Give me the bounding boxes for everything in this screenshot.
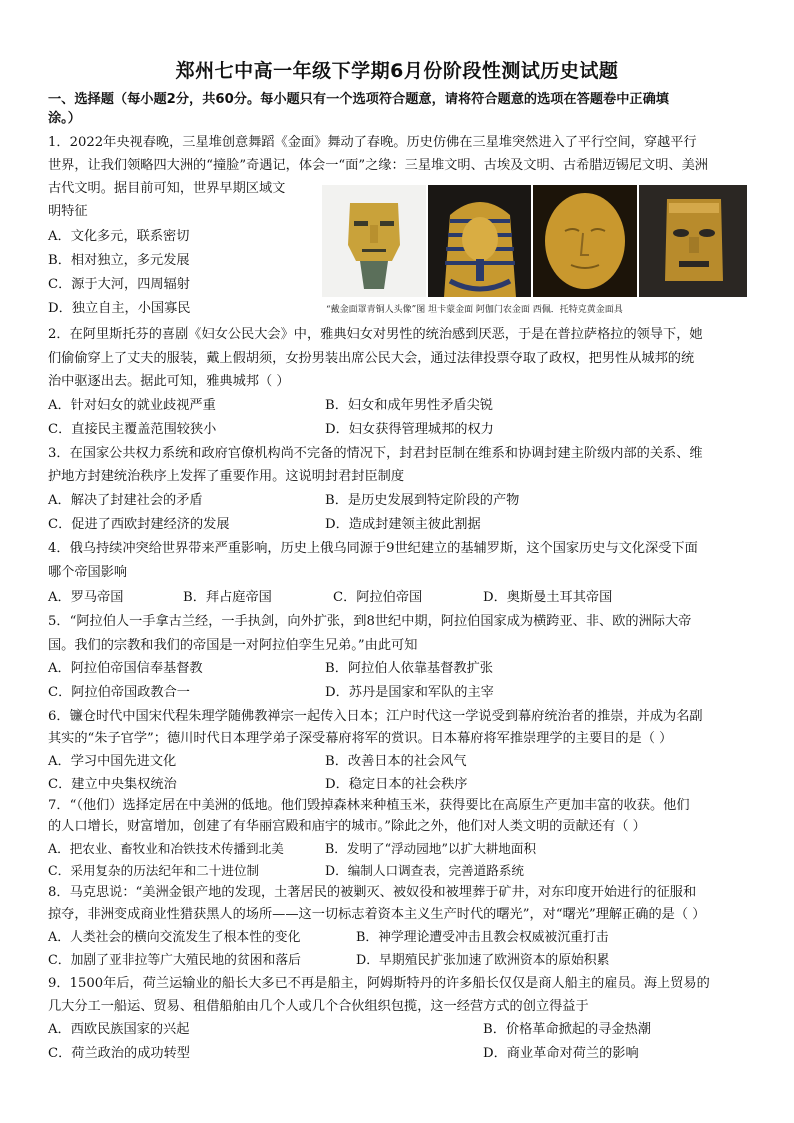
section-heading: 一、选择题（每小题2分，共60分。每小题只有一个选项符合题意，请将符合题意的选项在答题卷中正确填 bbox=[48, 92, 669, 107]
xipe-totec-gold-mask-image bbox=[639, 185, 747, 297]
q1-stem-line: 世界，让我们领略四大洲的“撞脸”奇遇记，体会一“面”之缘：三星堆文明、古埃及文明、古希腊迈锡尼文明、美洲 bbox=[48, 158, 708, 173]
figure-caption: “戴金面罩青铜人头像”图 坦卡蒙金面 阿伽门农金面 西佩．托特克黄金面具 bbox=[326, 305, 623, 315]
q8-stem-line: 掠夺，非洲变成商业性猎获黑人的场所——这一切标志着资本主义生产时代的曙光”，对“曙光”理解正确的是（ ） bbox=[48, 907, 706, 922]
q8-stem-line: 8．马克思说：“美洲金银产地的发现，土著居民的被剿灭、被奴役和被埋葬于矿井，对东印度开始进行的征服和 bbox=[48, 885, 697, 900]
q9-option-a: A．西欧民族国家的兴起 bbox=[48, 1022, 190, 1037]
q9-option-b: B．价格革命掀起的寻金热潮 bbox=[483, 1022, 651, 1037]
q2-stem-line: 治中驱逐出去。据此可知，雅典城邦（ ） bbox=[48, 374, 290, 389]
q3-option-d: D．造成封建领主彼此割据 bbox=[325, 517, 481, 532]
q4-option-c: C．阿拉伯帝国 bbox=[333, 590, 423, 605]
q5-stem-line: 5．“阿拉伯人一手拿古兰经，一手执剑，向外扩张，到8世纪中期，阿拉伯国家成为横跨亚、非、欧的洲际大帝 bbox=[48, 614, 692, 629]
q1-option-c: C．源于大河，四周辐射 bbox=[48, 277, 190, 292]
q4-option-d: D．奥斯曼土耳其帝国 bbox=[483, 590, 613, 605]
q1-option-d: D．独立自主，小国寡民 bbox=[48, 301, 191, 316]
tutankhamun-gold-mask-image bbox=[428, 185, 532, 297]
q5-option-c: C．阿拉伯帝国政教合一 bbox=[48, 685, 190, 700]
q5-option-b: B．阿拉伯人依靠基督教扩张 bbox=[325, 661, 493, 676]
q6-option-b: B．改善日本的社会风气 bbox=[325, 754, 467, 769]
q8-option-b: B．神学理论遭受冲击且教会权威被沉重打击 bbox=[356, 930, 609, 945]
agamemnon-gold-mask-image bbox=[533, 185, 637, 297]
q1-option-a: A．文化多元，联系密切 bbox=[48, 229, 190, 244]
q7-option-c: C．采用复杂的历法纪年和二十进位制 bbox=[48, 863, 260, 878]
q6-stem-line: 6．镰仓时代中国宋代程朱理学随佛教禅宗一起传入日本；江户时代这一学说受到幕府统治者的推崇，并成为名副 bbox=[48, 709, 703, 724]
q2-stem-line: 2．在阿里斯托芬的喜剧《妇女公民大会》中，雅典妇女对男性的统治感到厌恶，于是在普拉萨格拉的领导下，她 bbox=[48, 327, 703, 342]
exam-title: 郑州七中高一年级下学期6月份阶段性测试历史试题 bbox=[175, 60, 619, 82]
q2-stem-line: 们偷偷穿上了丈夫的服装，戴上假胡须，女扮男装出席公民大会，通过法律投票夺取了政权，把男性从城邦的统 bbox=[48, 351, 695, 366]
q9-stem-line: 几大分工一船运、贸易、租借船舶由几个人或几个合伙组织包揽，这一经营方式的创立得益于 bbox=[48, 999, 589, 1014]
q8-option-d: D．早期殖民扩张加速了欧洲资本的原始积累 bbox=[356, 953, 610, 968]
bronze-head-gold-mask-image bbox=[322, 185, 426, 297]
q6-option-d: D．稳定日本的社会秩序 bbox=[325, 777, 468, 792]
q6-option-c: C．建立中央集权统治 bbox=[48, 777, 177, 792]
q1-stem-line: 1．2022年央视春晚，三星堆创意舞蹈《金面》舞动了春晚。历史仿佛在三星堆突然进入了平行空间，穿越平行 bbox=[48, 135, 697, 150]
masks-figure bbox=[322, 185, 747, 297]
q3-option-b: B．是历史发展到特定阶段的产物 bbox=[325, 493, 520, 508]
q7-option-a: A．把农业、畜牧业和冶铁技术传播到北美 bbox=[48, 841, 284, 856]
section-heading-cont: 涂。） bbox=[48, 111, 81, 126]
q6-option-a: A．学习中国先进文化 bbox=[48, 754, 177, 769]
q8-option-a: A．人类社会的横向交流发生了根本性的变化 bbox=[48, 930, 301, 945]
q7-option-d: D．编制人口调查表，完善道路系统 bbox=[325, 863, 525, 878]
q3-stem-line: 3．在国家公共权力系统和政府官僚机构尚不完备的情况下，封君封臣制在维系和协调封建主阶级内部的关系、维 bbox=[48, 446, 703, 461]
q3-stem-line: 护地方封建统治秩序上发挥了重要作用。这说明封君封臣制度 bbox=[48, 469, 405, 484]
q2-option-d: D．妇女获得管理城邦的权力 bbox=[325, 422, 494, 437]
q6-stem-line: 其实的“朱子官学”；德川时代日本理学弟子深受幕府将军的赏识。日本幕府将军推崇理学的主要目的是（ ） bbox=[48, 731, 673, 746]
q8-option-c: C．加剧了亚非拉等广大殖民地的贫困和落后 bbox=[48, 953, 301, 968]
q9-stem-line: 9．1500年后，荷兰运输业的船长大多已不再是船主，阿姆斯特丹的许多船长仅仅是商人船主的雇员。海上贸易的 bbox=[48, 976, 710, 991]
q7-stem-line: 7．“（他们）选择定居在中美洲的低地。他们毁掉森林来种植玉米，获得要比在高原生产更加丰富的收获。他们 bbox=[48, 798, 690, 813]
q7-stem-line: 的人口增长，财富增加，创建了有华丽宫殿和庙宇的城市。”除此之外，他们对人类文明的贡献还有（ ） bbox=[48, 819, 646, 834]
q5-stem-line: 国。我们的宗教和我们的帝国是一对阿拉伯孪生兄弟。”由此可知 bbox=[48, 638, 418, 653]
q1-stem-line: 明特征 bbox=[48, 204, 88, 219]
q4-option-b: B．拜占庭帝国 bbox=[183, 590, 272, 605]
q9-option-d: D．商业革命对荷兰的影响 bbox=[483, 1046, 639, 1061]
q2-option-b: B．妇女和成年男性矛盾尖锐 bbox=[325, 398, 493, 413]
q4-stem-line: 哪个帝国影响 bbox=[48, 565, 128, 580]
q5-option-d: D．苏丹是国家和军队的主宰 bbox=[325, 685, 494, 700]
q3-option-a: A．解决了封建社会的矛盾 bbox=[48, 493, 203, 508]
q1-stem-line: 古代文明。据目前可知，世界早期区域文 bbox=[48, 181, 286, 196]
q4-option-a: A．罗马帝国 bbox=[48, 590, 124, 605]
q4-stem-line: 4．俄乌持续冲突给世界带来严重影响，历史上俄乌同源于9世纪建立的基辅罗斯，这个国家历史与文化深受下面 bbox=[48, 541, 698, 556]
q2-option-a: A．针对妇女的就业歧视严重 bbox=[48, 398, 216, 413]
q2-option-c: C．直接民主覆盖范围较狭小 bbox=[48, 422, 217, 437]
q3-option-c: C．促进了西欧封建经济的发展 bbox=[48, 517, 230, 532]
q5-option-a: A．阿拉伯帝国信奉基督教 bbox=[48, 661, 203, 676]
q1-option-b: B．相对独立，多元发展 bbox=[48, 253, 190, 268]
q9-option-c: C．荷兰政治的成功转型 bbox=[48, 1046, 190, 1061]
q7-option-b: B．发明了“浮动园地”以扩大耕地面积 bbox=[325, 841, 537, 856]
